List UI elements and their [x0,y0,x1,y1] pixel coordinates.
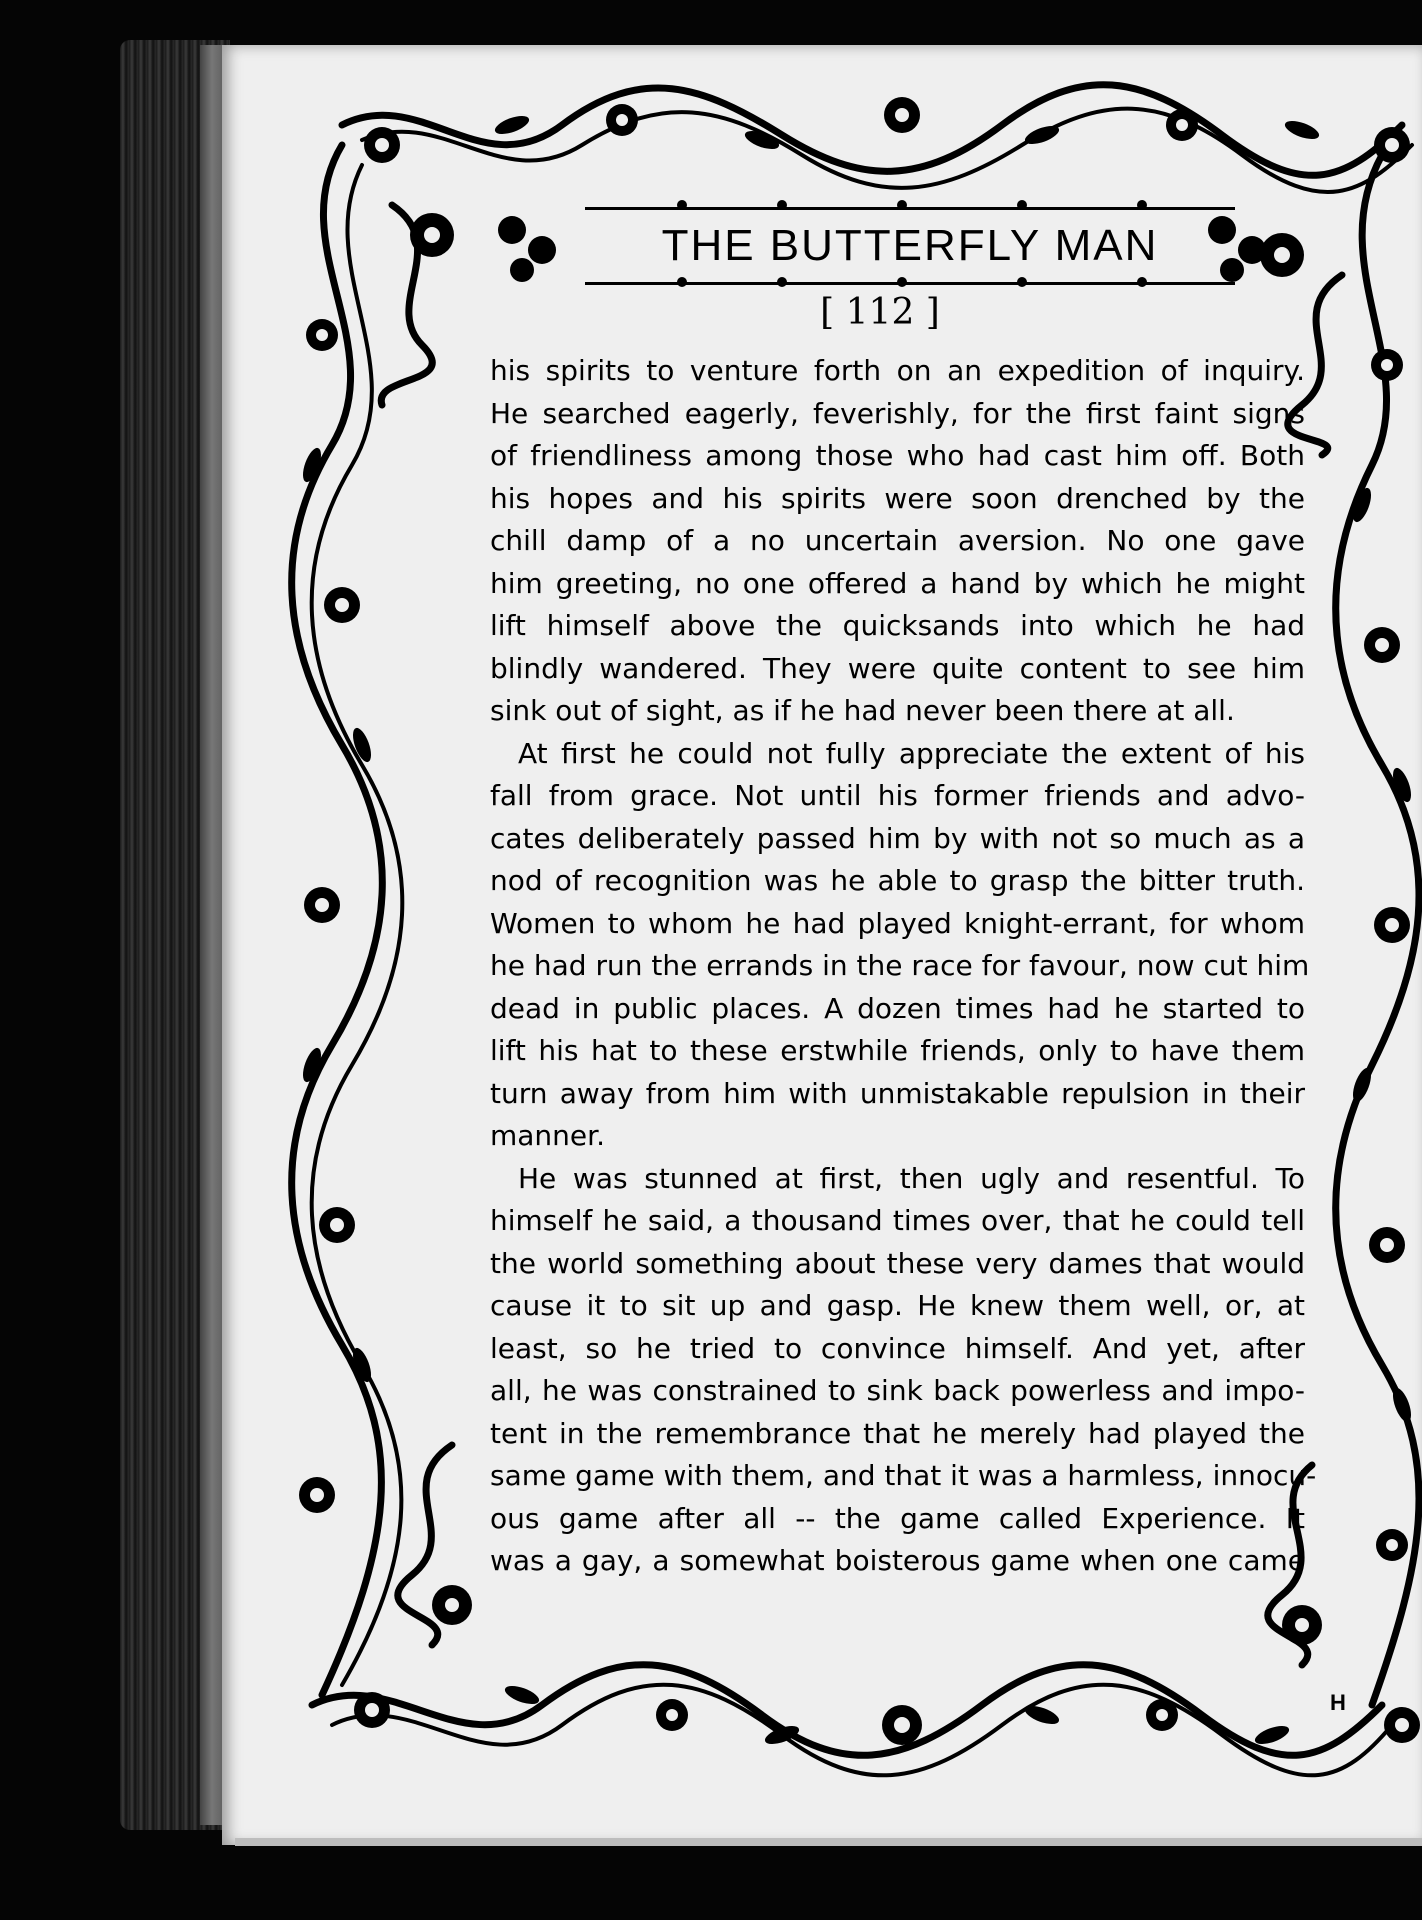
text-line: Women to whom he had played knight-errant, for whom [490,906,1305,940]
text-line: dead in public places. A dozen times had he started to [490,991,1305,1025]
text-line: At first he could not fully appreciate the extent of his [518,736,1305,770]
text-line: cause it to sit up and gasp. He knew them well, or, at [490,1289,1305,1322]
text-line: He searched eagerly, feverishly, for the first faint signs [490,396,1305,430]
text-line: least, so he tried to convince himself. And yet, after [490,1331,1305,1365]
text-line: sink out of sight, as if he had never been there at all. [490,694,1235,727]
text-line: him greeting, no one offered a hand by which he might [490,566,1305,600]
text-line: He was stunned at first, then ugly and resentful. To [518,1161,1305,1195]
text-line: all, he was constrained to sink back powerless and impo- [490,1374,1305,1407]
text-line: was a gay, a somewhat boisterous game when one came [490,1544,1305,1577]
text-line: tent in the remembrance that he merely had played the [490,1416,1305,1450]
text-line: ous game after all -- the game called Experience. It [490,1501,1305,1535]
text-line: himself he said, a thousand times over, that he could tell [490,1204,1305,1237]
text-line: the world something about these very dames that would [490,1246,1305,1280]
text-line: turn away from him with unmistakable repulsion in their [490,1076,1305,1110]
text-line: lift his hat to these erstwhile friends, only to have them [490,1034,1305,1067]
text-line: manner. [490,1119,605,1152]
text-line: chill damp of a no uncertain aversion. No one gave [490,524,1305,557]
text-line: cates deliberately passed him by with not so much as a [490,821,1305,855]
text-line: fall from grace. Not until his former friends and advo- [490,779,1305,812]
text-line: same game with them, and that it was a harmless, innocu- [490,1459,1317,1492]
text-line: his hopes and his spirits were soon drenched by the [490,481,1305,515]
text-line: blindly wandered. They were quite content to see him [490,651,1305,685]
text-line: of friendliness among those who had cast him off. Both [490,439,1305,472]
body-text [490,350,1317,1583]
header-banner [585,207,1235,285]
text-line: his spirits to venture forth on an expedition of inquiry. [490,354,1305,387]
text-line: he had run the errands in the race for favour, now cut him [490,949,1310,982]
text-line: nod of recognition was he able to grasp the bitter truth. [490,864,1305,897]
printer-signature-mark: H [1330,1690,1346,1715]
text-line: lift himself above the quicksands into which he had [490,609,1305,642]
page-number: [ 112 ] [820,292,940,333]
running-title: THE BUTTERFLY MAN [661,221,1159,270]
